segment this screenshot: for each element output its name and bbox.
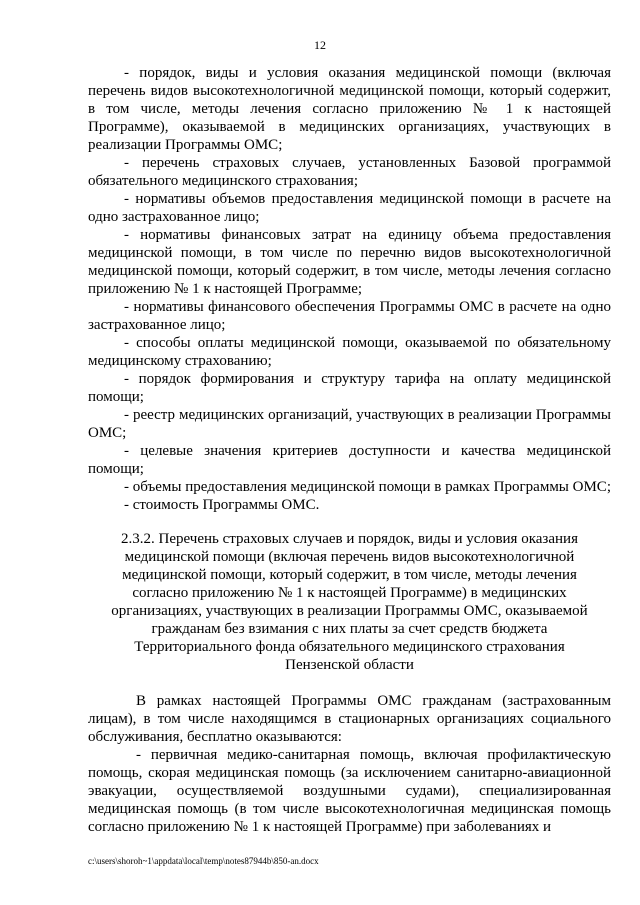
list-item: - способы оплаты медицинской помощи, оказываемой по обязательному медицинскому страхованию; [88, 335, 611, 369]
footer-file-path: c:\users\shoroh~1\appdata\local\temp\notes87944b\850-an.docx [88, 856, 319, 866]
body-paragraph: - первичная медико-санитарная помощь, включая профилактическую помощь, скорая медицинская помощь (за исключением санитарно-авиационной эвакуации, осуществляемой воздушными судами), специализированная медицинская помощь (в том числе высокотехнологичная медицинская помощь согласно приложению № 1 к настоящей Программе) при заболеваниях и [88, 747, 611, 835]
section-heading: 2.3.2. Перечень страховых случаев и порядок, виды и условия оказания медицинской помощи (включая перечень видов высокотехнологичной медицинской помощи, который содержит, в том числе, методы лечения согласно приложению № 1 к настоящей Программе) в медицинских организациях, участвующих в реализации Программы ОМС, оказываемой гражданам без взимания с них платы за счет средств бюджета Территориального фонда обязательного медицинского страхования Пензенской области [111, 531, 588, 673]
list-item: - нормативы объемов предоставления медицинской помощи в расчете на одно застрахованное лицо; [88, 191, 611, 225]
document-body [88, 64, 611, 836]
list-item: - объемы предоставления медицинской помощи в рамках Программы ОМС; [124, 479, 611, 495]
list-item: - стоимость Программы ОМС. [124, 497, 320, 513]
list-item: - порядок, виды и условия оказания медицинской помощи (включая перечень видов высокотехнологичной медицинской помощи, который содержит, в том числе, методы лечения согласно приложению № 1 к настоящей Программе), оказываемой в медицинских организациях, участвующих в реализации Программы ОМС; [88, 65, 611, 153]
list-item: - целевые значения критериев доступности и качества медицинской помощи; [88, 443, 611, 477]
list-item: - нормативы финансовых затрат на единицу объема предоставления медицинской помощи, в том числе по перечню видов высокотехнологичной медицинской помощи, который содержит, в том числе, методы лечения согласно приложению № 1 к настоящей Программе; [88, 227, 611, 297]
list-item: - перечень страховых случаев, установленных Базовой программой обязательного медицинского страхования; [88, 155, 611, 189]
list-item: - нормативы финансового обеспечения Программы ОМС в расчете на одно застрахованное лицо; [88, 299, 611, 333]
list-item: - порядок формирования и структуру тарифа на оплату медицинской помощи; [88, 371, 611, 405]
page-number: 12 [314, 38, 326, 52]
body-paragraph: В рамках настоящей Программы ОМС гражданам (застрахованным лицам), в том числе находящимся в стационарных организациях социального обслуживания, бесплатно оказываются: [88, 693, 611, 745]
list-item: - реестр медицинских организаций, участвующих в реализации Программы ОМС; [88, 407, 611, 441]
